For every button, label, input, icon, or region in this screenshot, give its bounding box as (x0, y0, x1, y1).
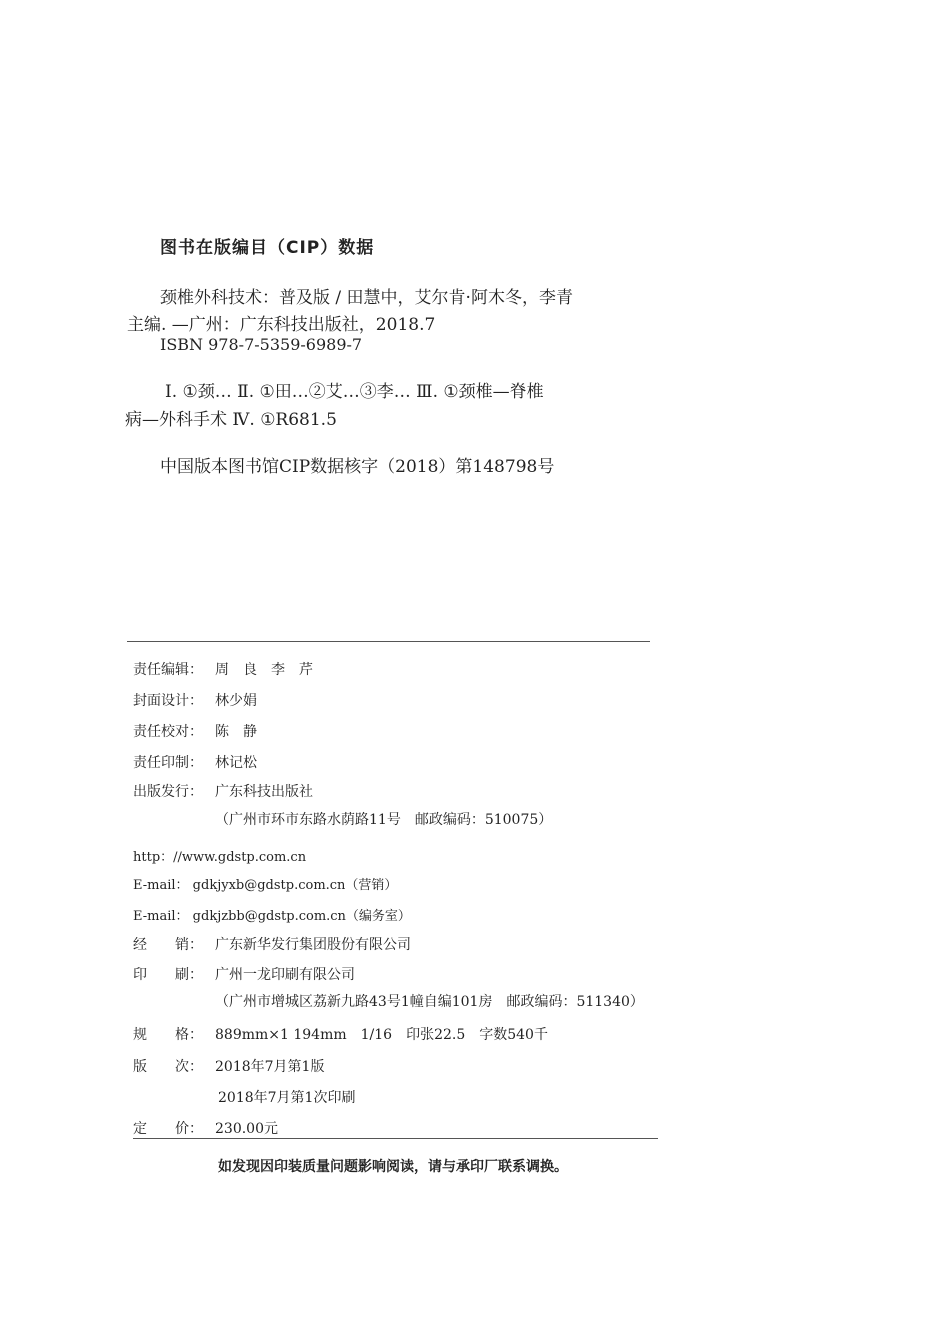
distributor-value: 广东新华发行集团股份有限公司 (215, 937, 411, 953)
distributor-row (133, 934, 411, 954)
cover-design-value: 林少娟 (215, 693, 257, 709)
email-marketing-label: E-mail： (133, 878, 189, 893)
email-marketing-row (133, 874, 397, 893)
responsible-editor-label: 责任编辑： (133, 662, 203, 678)
cip-core-record: 中国版本图书馆CIP数据核字（2018）第148798号 (160, 457, 555, 477)
publisher-value: 广东科技出版社 (215, 784, 313, 800)
proofreader-row (133, 721, 257, 741)
classification-line-2: 病—外科手术 Ⅳ. ①R681.5 (125, 410, 337, 430)
price-row (133, 1118, 278, 1138)
cip-heading: 图书在版编目（CIP）数据 (160, 238, 375, 258)
email-editorial-label: E-mail： (133, 909, 189, 924)
printer-label: 印 刷： (133, 967, 203, 983)
distributor-label: 经 销： (133, 937, 203, 953)
email-editorial-value: gdkjzbb@gdstp.com.cn（编务室） (192, 909, 411, 924)
printing-value: 2018年7月第1次印刷 (218, 1090, 356, 1106)
specification-value: 889mm×1 194mm 1/16 印张22.5 字数540千 (215, 1027, 548, 1043)
responsible-editor-row (133, 659, 313, 679)
printer-row (133, 964, 355, 984)
publisher-address: （广州市环市东路水荫路11号 邮政编码：510075） (215, 812, 553, 828)
email-editorial-row (133, 905, 411, 924)
publisher-label: 出版发行： (133, 784, 203, 800)
edition-label: 版 次： (133, 1059, 203, 1075)
top-divider (127, 641, 650, 642)
print-supervisor-label: 责任印制： (133, 755, 203, 771)
website: http：//www.gdstp.com.cn (133, 850, 307, 865)
classification-line-1: Ⅰ. ①颈… Ⅱ. ①田…②艾…③李… Ⅲ. ①颈椎—脊椎 (165, 382, 544, 402)
cover-design-label: 封面设计： (133, 693, 203, 709)
printer-address: （广州市增城区荔新九路43号1幢自编101房 邮政编码：511340） (215, 994, 644, 1010)
proofreader-label: 责任校对： (133, 724, 203, 740)
print-supervisor-value: 林记松 (215, 755, 257, 771)
isbn: ISBN 978-7-5359-6989-7 (160, 335, 363, 354)
email-marketing-value: gdkjyxb@gdstp.com.cn（营销） (192, 878, 398, 893)
quality-notice: 如发现因印装质量问题影响阅读，请与承印厂联系调换。 (218, 1159, 568, 1175)
printer-value: 广州一龙印刷有限公司 (215, 967, 355, 983)
price-label: 定 价： (133, 1121, 203, 1137)
edition-value: 2018年7月第1版 (215, 1059, 325, 1075)
print-supervisor-row (133, 752, 257, 772)
proofreader-value: 陈 静 (215, 724, 257, 740)
book-title-line: 颈椎外科技术：普及版 / 田慧中，艾尔肯·阿木冬，李青 (160, 288, 573, 308)
responsible-editor-value: 周 良 李 芹 (215, 662, 313, 678)
edition-row (133, 1056, 324, 1076)
cover-design-row (133, 690, 257, 710)
editor-publisher-line: 主编. —广州：广东科技出版社，2018.7 (127, 315, 436, 335)
price-value: 230.00元 (215, 1121, 278, 1137)
specification-label: 规 格： (133, 1027, 203, 1043)
publisher-row (133, 781, 313, 801)
bottom-divider (133, 1138, 658, 1139)
specification-row (133, 1024, 548, 1044)
